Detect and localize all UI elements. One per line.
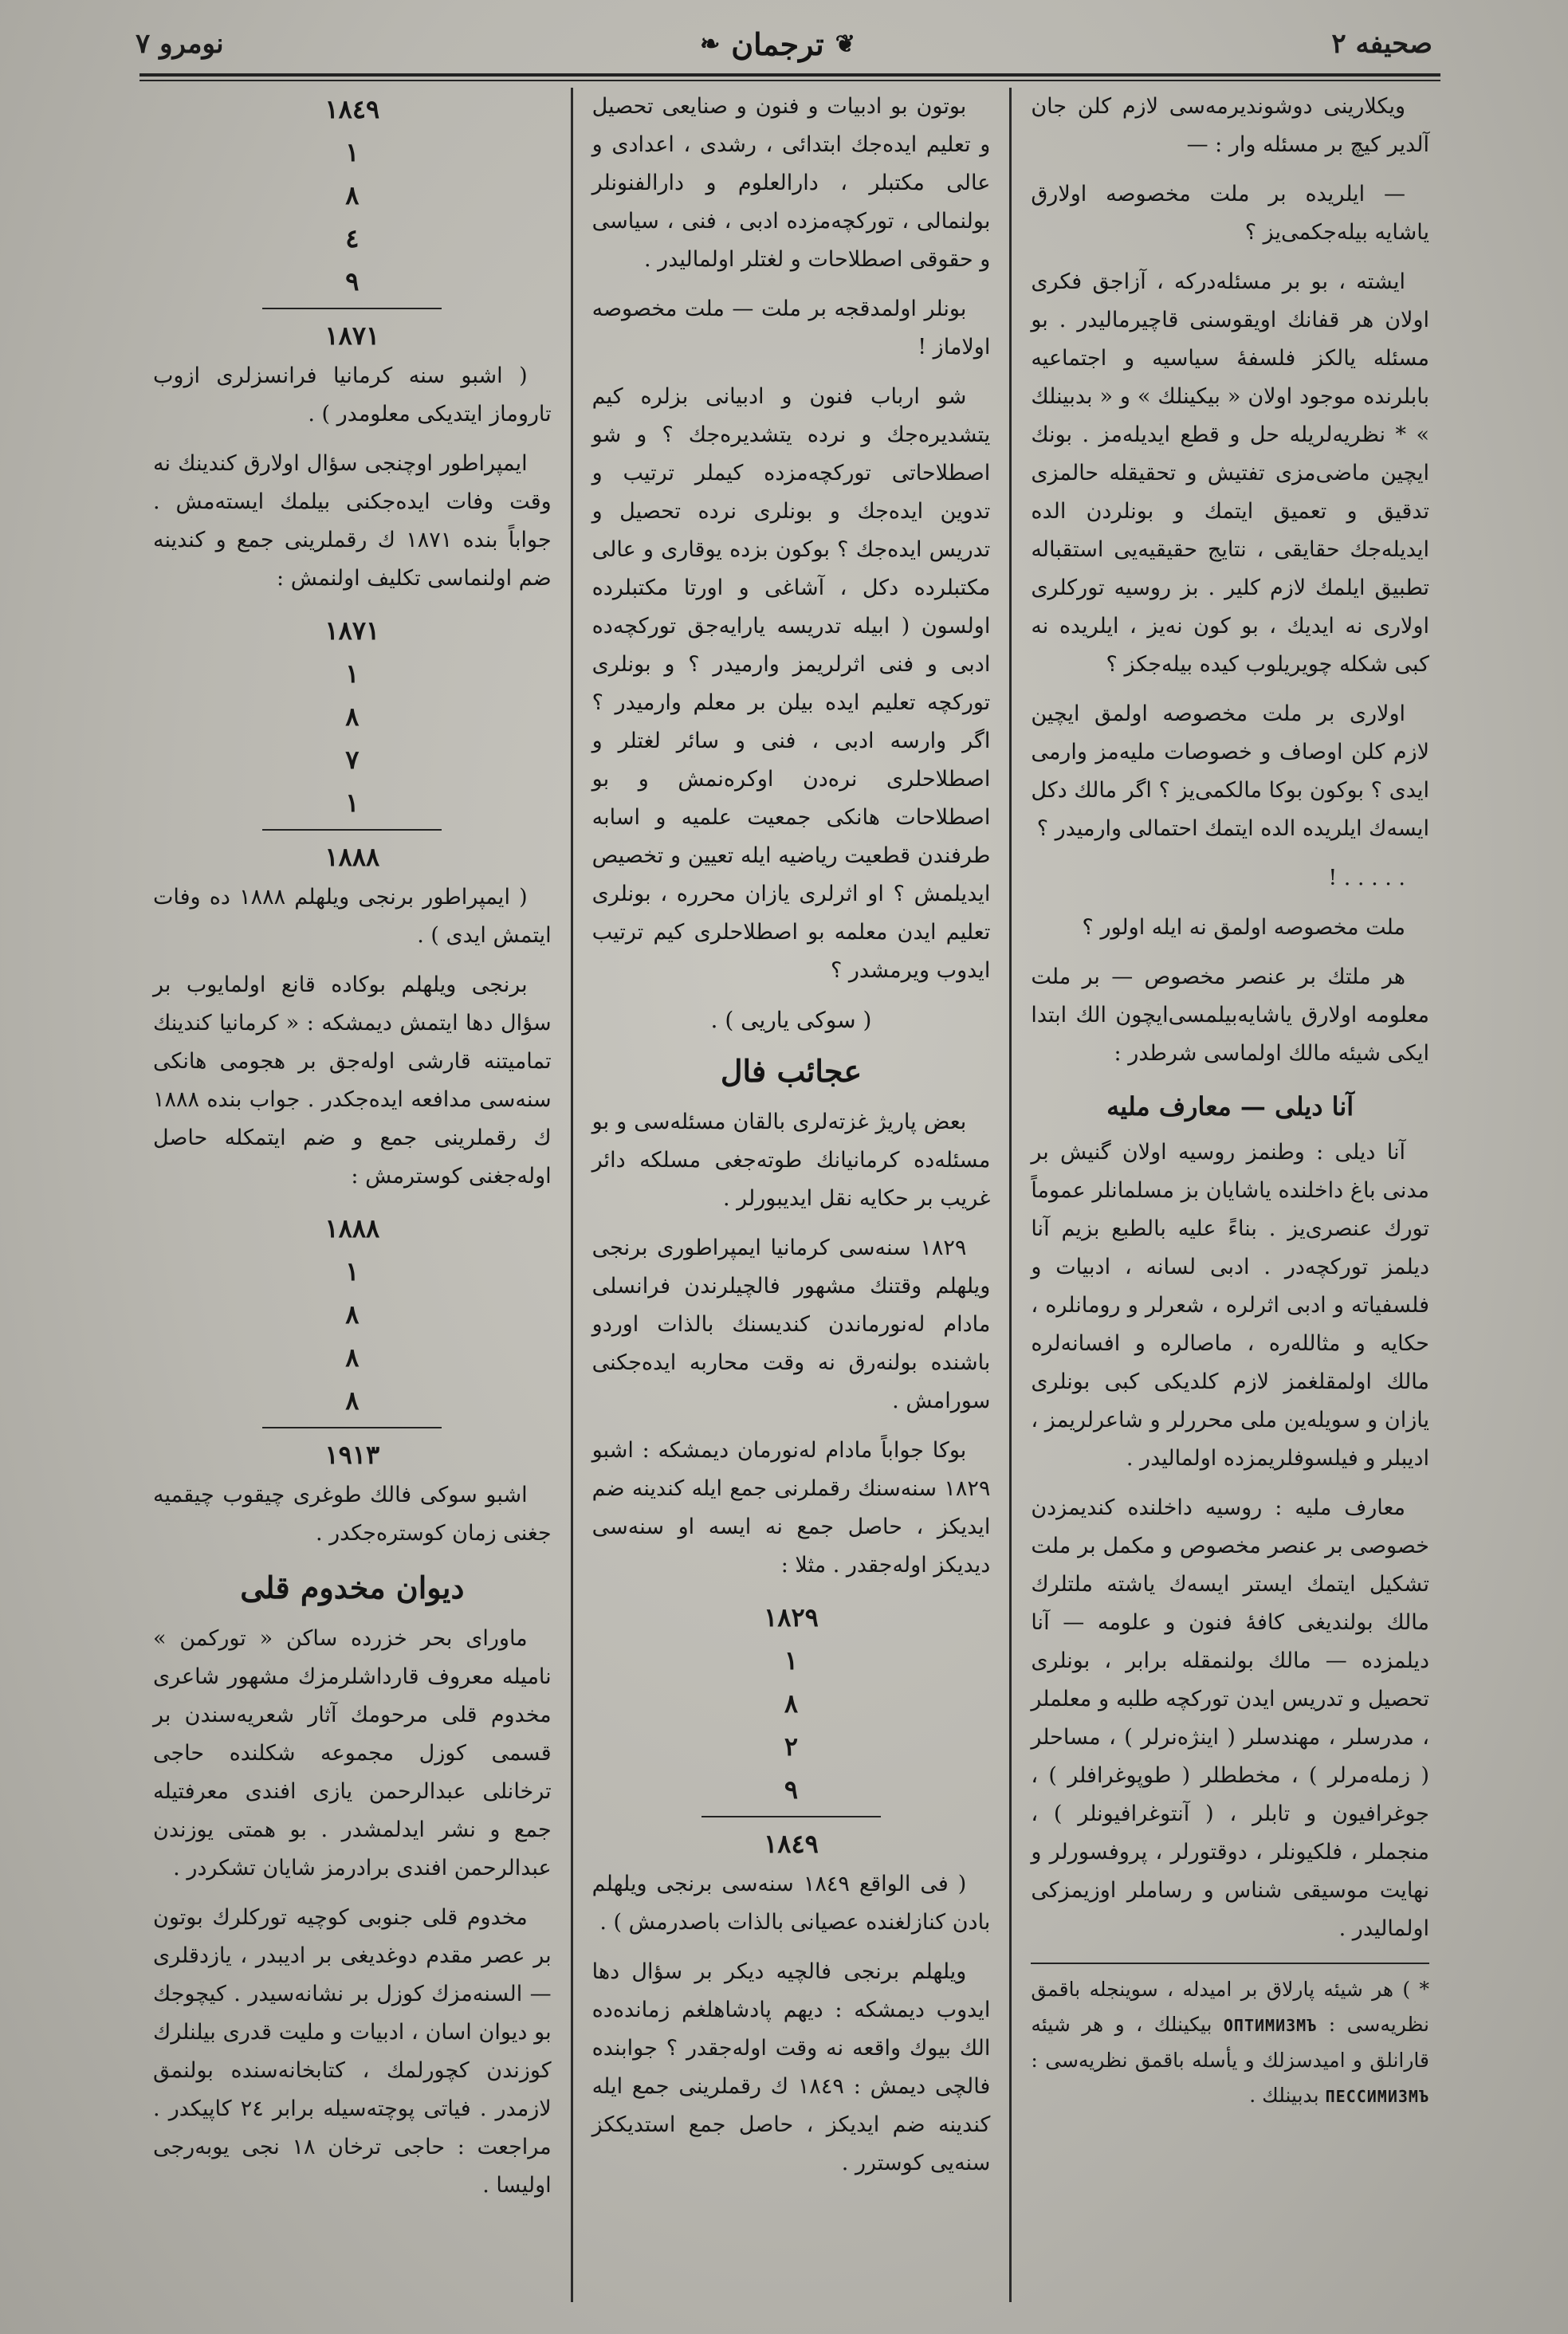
sum-year: ١٨٢٩: [764, 1602, 819, 1633]
paragraph: آنا دیلی : وطنمز روسیه اولان گنیش بر مدنی باغ داخلنده یاشایان بز مسلمانلر عموماً تورك عنصری‌یز . بناءً علیه بالطبع بزیم آنا دیلمز توركچه‌در . ادبی لسانه ، ادبیات و فلسفیاته و ادبی اثرلره ، شعرلر و رومانلره ، حكایه و مثالله‌ره ، ماصالره و افسانه‌لره مالك اولمقلغمز لازم كلدیكی كبی بونلری یازان و سویله‌ین ملی محررلر و شاعرلریمز ، ادیبلر و فیلسوفلریمزده اولمالیدر .: [1031, 1140, 1429, 1471]
footnote-text: هر شیئه قارانلق و امیدسزلك و یأسله باقمق نظریه‌سی :: [1031, 2013, 1429, 2072]
header-rule-thin: [140, 80, 1440, 81]
paragraph: مخدوم قلی جنوبی كوچیه توركلرك بوتون بر عصر مقدم دوغدیغی بر ادیبدر ، یازدقلری — السنه‌مزك كوزل بر نشانه‌سیدر . كیچوجك بو دیوان اسان ، ادبیات و ملیت قدری بیلنلرك كوزندن كچورلمك ، كتابخانه‌سنده بولنمق لازمدر . فیاتی پوچته‌سیله برابر ٢٤ كاپیكدر . مراجعت : حاجی ترخان ١٨ نجی یوبه‌رجی اولیسا .: [152, 1905, 552, 2198]
footnote: [1031, 1963, 1429, 2114]
sum-year: ١٨٧١: [324, 615, 380, 646]
paragraph: ١٨٢٩ سنه‌سی كرمانیا ایمپراطوری برنجی ویلهلم وقتنك مشهور فالچیلرندن فرانسلی مادام له‌نورماندن كندیسنك بالذات اوردو باشنده بولنه‌رق نه وقت محاربه ایده‌جكنی سورامش .: [591, 1236, 991, 1413]
paragraph: ویكلارینی دوشوندیرمه‌سی لازم كلن جان آلدیر كیچ بر مسئله وار : —: [1031, 94, 1429, 157]
ornament-icon: ❧: [700, 29, 721, 58]
newspaper-title: ترجمان: [731, 26, 824, 62]
paragraph: بونلر اولمدقجه بر ملت — ملت مخصوصه اولاماز !: [591, 297, 991, 360]
sum-digit: ٨: [345, 1342, 360, 1373]
paragraph: شو ارباب فنون و ادبیانی بزلره كیم یتشدیره‌جك و نرده یتشدیره‌جك ؟ و شو اصطلاحاتی توركچه‌مزده كیملر ترتیب و تدوین ایده‌جك و بونلری نرده تحصیل و تدریس ایده‌جك ؟ بوكون بزده یوقاری و عالی مكتبلرده دكل ، آشاغی و اورتا مكتبلرده اولسون ( ابیله تدریسه یارایه‌جق توركچه‌ده ادبی و فنی اثرلریمز وارمیدر ؟ و بونلری توركچه تعلیم ایده بیلن بر معلم وارمیدر ؟ اگر وارسه ادبی ، فنی و سائر لغتلر و اصطلاحلری نره‌دن اوكره‌نمش و بو اصطلاحات هانكی جمعیت علمیه و اسابه طرفندن قطعیت ریاضیه ایله تعیین و تخصیص ایدیلمش ؟ او اثرلری یازان محرره ، بونلری تعلیم ایدن معلمه بو اصطلاحلری كیم ترتیب ایدوب ویرمشدر ؟: [591, 384, 991, 983]
article-title: دیوان مخدوم قلی: [240, 1570, 465, 1605]
page-header: [136, 16, 1432, 72]
header-rule: [140, 73, 1440, 77]
paragraph: بوكا جواباً مادام له‌نورمان دیمشكه : اشبو ١٨٢٩ سنه‌سنك رقملرنی جمع ایله كندینه ضم ایدیكز ، حاصل جمع نه ایسه او سنه‌سی دیدیكز اوله‌جقدر . مثلا :: [591, 1438, 991, 1578]
footnote-latin: ОПТИМИЗМЪ: [1223, 2016, 1318, 2035]
article-title: عجائب فال: [720, 1053, 863, 1089]
paragraph: ( ایمپراطور برنجی ویلهلم ١٨٨٨ ده وفات ایتمش ایدی ) .: [152, 885, 552, 948]
paragraph: بعض پاریژ غزته‌لری بالقان مسئله‌سی و بو مسئله‌ده كرمانیانك طوته‌جغی مسلكه دائر غریب بر حكایه نقل ایدیبورلر .: [591, 1110, 991, 1211]
paragraph: برنجی ویلهلم بوكاده قانع اولمایوب بر سؤال دها ایتمش دیمشكه : « كرمانیا كندینك تمامیتنه قارشی اوله‌جق بر هجومی هانكی سنه‌سی مدافعه ایده‌جكدر . جواب بنده ١٨٨٨ ك رقملرینی جمع و ضم ایتمكله حاصل اوله‌جغنی كوسترمش :: [152, 972, 552, 1189]
paragraph: — ایلریده بر ملت مخصوصه اولارق یاشایه بیله‌جكمی‌یز ؟: [1031, 182, 1429, 245]
paragraph: . . . . . !: [1328, 866, 1405, 890]
sum-year: ١٨٨٨: [324, 1213, 380, 1244]
sum-digit: ٨: [345, 1385, 360, 1416]
continued-note: ( سوكی یاریی ) .: [710, 1007, 872, 1033]
sum-digit: ١: [345, 137, 360, 167]
sum-result: ١٩١٣: [324, 1440, 380, 1470]
issue-number-label: نومرو ٧: [136, 28, 224, 60]
sum-digit: ٨: [345, 180, 360, 210]
paragraph: ایمپراطور اوچنجی سؤال اولارق كندینك نه وقت وفات ایده‌جكنی بیلمك ایسته‌مش . جواباً بنده ١٨٧١ ك رقملرینی جمع و كندینه ضم اولنماسی تكلیف اولنمش :: [152, 451, 552, 591]
columns: [134, 88, 1448, 2302]
sum-digit: ١: [345, 1256, 360, 1287]
column-middle: [573, 88, 1012, 2302]
footnote-text: بدبینلك .: [1249, 2084, 1319, 2107]
column-left: [134, 88, 573, 2302]
page-number-label: صحيفه ٢: [1331, 28, 1432, 60]
paragraph: ایشته ، بو بر مسئله‌دركه ، آزاجق فكری اولان هر قفانك اویقوسنی قاچیرمالیدر . بو مسئله یالكز فلسفهٔ سیاسیه و اجتماعیه بابلرنده موجود اولان « بیكینلك » و « بدبینلك » * نظریه‌لریله حل و قطع ایدیله‌مز . بونك ایچین ماضی‌مزی تفتیش و تحقیقله حالمزی تدقیق و تعمیق ایتمك و بونلردن الده ایدیله‌جك حقایقی ، نتایج حقیقیه‌یی استقباله تطبیق ایلمك لازم كلیر . بز روسیه توركلری اولاری نه ایدیك ، بو كون نه‌یز ، ایلریده نه كبی شكله چویریلوب كیده بیله‌جكز ؟: [1031, 269, 1429, 677]
sum-digit: ٩: [345, 266, 360, 297]
sum-result: ١٨٧١: [324, 320, 380, 351]
sum-digit: ٨: [345, 1299, 360, 1330]
sum-block: [153, 88, 552, 357]
sum-digit: ٩: [784, 1774, 799, 1805]
paragraph: ( فی الواقع ١٨٤٩ سنه‌سی برنجی ویلهلم بادن كنازلغنده عصیانی بالذات باصدرمش ) .: [591, 1872, 991, 1935]
section-subhead: آنا دیلی — معارف ملیه: [1106, 1091, 1354, 1122]
paragraph: بوتون بو ادبیات و فنون و صنایعی تحصیل و تعلیم ایده‌جك ابتدائی ، رشدی ، اعدادی و عالی مكتبلر ، دارالعلوم و دارالفنونلر بولنمالی ، توركچه‌مزده ادبی ، فنی ، سیاسی و حقوقی اصطلاحات و لغتلر اولمالیدر .: [591, 94, 991, 272]
paragraph: اشبو سوكی فالك طوغری چیقوب چیقمیه جغنی زمان كوستره‌جكدر .: [152, 1483, 552, 1546]
sum-digit: ٨: [345, 701, 360, 732]
sum-rule: [262, 308, 442, 309]
sum-digit: ٢: [784, 1731, 799, 1762]
column-right: [1012, 88, 1448, 2302]
paragraph: ( اشبو سنه كرمانیا فرانسزلری ازوب تاروماز ایتدیكی معلومدر ) .: [152, 363, 552, 426]
sum-block: [592, 1596, 991, 1865]
footnote-text: بیكینلك ، و: [1114, 2013, 1212, 2036]
sum-block: [153, 1207, 552, 1476]
paragraph: ماورای بحر خزرده ساكن « توركمن » نامیله معروف قارداشلرمزك مشهور شاعری مخدوم قلی مرحومك آثار شعریه‌سندن بر قسمی كوزل مجموعه شكلنده حاجی ترخانلی عبدالرحمن یازی افندی معرفتیله جمع و نشر ایدلمشدر . بو همتی یوزندن عبدالرحمن افندی برادرمز شایان تشكردر .: [152, 1626, 552, 1880]
paragraph: ویلهلم برنجی فالچیه دیكر بر سؤال دها ایدوب دیمشكه : دیهم پادشاهلغم زمانده‌ده الك بیوك واقعه نه وقت اوله‌جقدر ؟ جوابنده فالچی دیمش : ١٨٤٩ ك رقملرینی جمع ایله كندینه ضم ایدیكز ، حاصل جمع استدیككز سنه‌یی كوسترر .: [591, 1959, 991, 2175]
sum-result: ١٨٨٨: [324, 842, 380, 872]
footnote-latin: ПЕССИМИЗМЪ: [1325, 2087, 1429, 2106]
paragraph: ملت مخصوصه اولمق نه ایله اولور ؟: [1082, 915, 1405, 940]
paragraph: هر ملتك بر عنصر مخصوص — بر ملت معلومه اولارق یاشایه‌بیلمسی‌ایچون الك ابتدا ایكی شیئه مالك اولماسی شرطدر :: [1031, 965, 1429, 1066]
sum-rule: [262, 1427, 442, 1428]
sum-digit: ١: [345, 788, 360, 818]
sum-digit: ٤: [345, 223, 360, 253]
sum-digit: ٨: [784, 1688, 799, 1719]
sum-digit: ٧: [345, 745, 360, 775]
sum-block: [153, 609, 552, 878]
sum-rule: [701, 1816, 881, 1817]
sum-result: ١٨٤٩: [764, 1829, 819, 1859]
sum-digit: ١: [345, 658, 360, 689]
ornament-icon: ❦: [835, 29, 855, 58]
sum-rule: [262, 829, 442, 831]
footnote-text: * ) هر شیئه پارلاق بر امیدله ، سوینجله باقمق نظریه‌سی :: [1031, 1978, 1429, 2036]
sum-digit: ١: [784, 1645, 799, 1676]
sum-year: ١٨٤٩: [324, 94, 380, 124]
masthead: [700, 26, 855, 62]
paragraph: معارف ملیه : روسیه داخلنده كندیمزدن خصوصی بر عنصر مخصوص و مكمل بر ملت تشكیل ایتمك ایستر ایسه‌ك یاشته ملتلرك مالك بولندیغی كافهٔ فنون و علومه — آنا دیلمزده — مالك بولنمقله برابر ، بونلری تحصیل و تدریس ایدن توركچه طلبه و معلملر ، مدرسلر ، مهندسلر ( اینژه‌نرلر ) ، مساحلر ( زمله‌مرلر ) ، مخططلر ( طوپوغرافلر ) ، جوغرافیون و تابلر ، ( آنتوغرافیونلر ) ، منجملر ، فلكیونلر ، دوقتورلر ، پروفسورلر و نهایت موسیقی شناس و رساملر اوزیمزكی اولمالیدر .: [1031, 1495, 1430, 1941]
paragraph: اولاری بر ملت مخصوصه اولمق ایچین لازم كلن اوصاف و خصوصات ملیه‌مز وارمی ایدی ؟ بوكون بوكا مالكمی‌یز ؟ اگر مالك دكل ایسه‌ك ایلریده الده ایتمك احتمالی وارمیدر ؟: [1031, 701, 1429, 841]
